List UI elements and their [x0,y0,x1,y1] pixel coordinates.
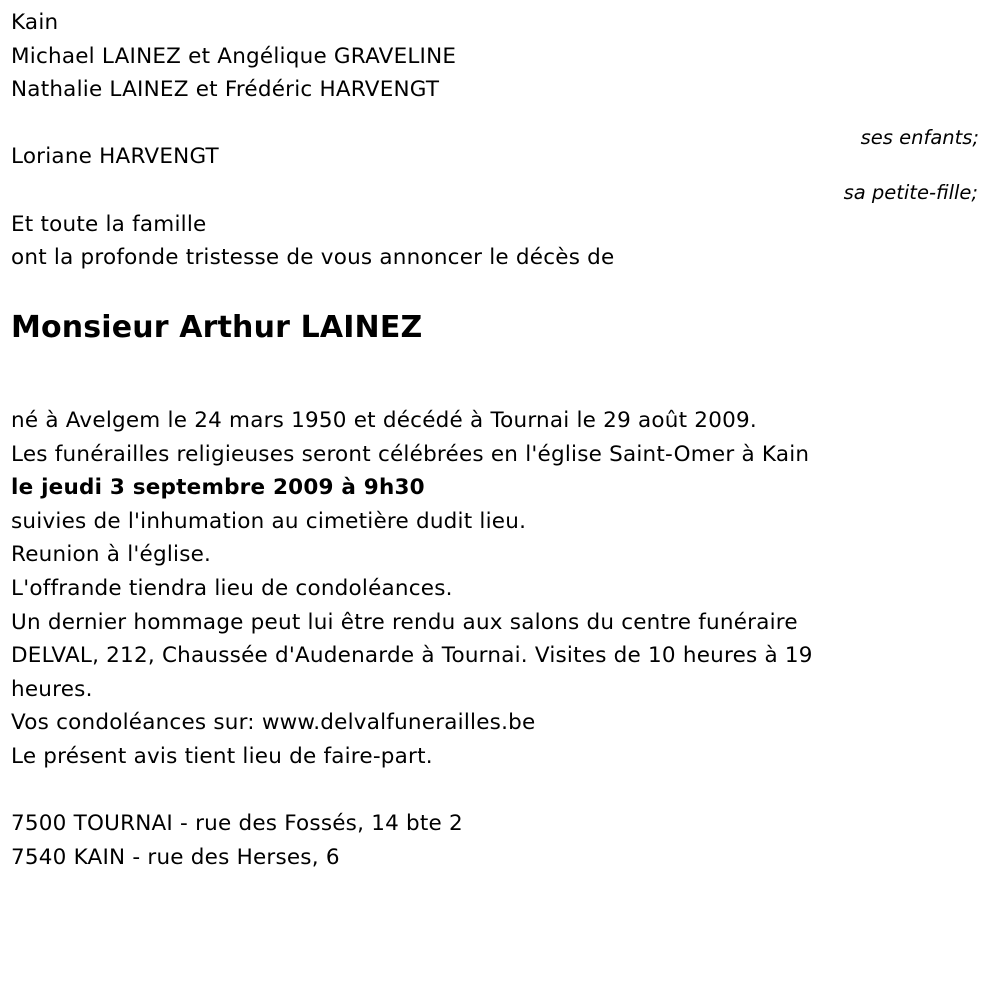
homage-line-3: heures. [11,676,93,702]
ceremony-line: Les funérailles religieuses seront célébrées en l'église Saint-Omer à Kain [11,441,810,467]
family-member-line-2: Nathalie LAINEZ et Frédéric HARVENGT [11,77,440,103]
relation-label-grandchild: sa petite-fille; [843,181,978,204]
family-member-line-3: Loriane HARVENGT [11,144,219,170]
condolences-web-line: Vos condoléances sur: www.delvalfunerailles.be [11,710,536,736]
reunion-line: Reunion à l'église. [11,542,212,568]
homage-line-2: DELVAL, 212, Chaussée d'Audenarde à Tournai. Visites de 10 heures à 19 [11,643,813,669]
address-line-2: 7540 KAIN - rue des Herses, 6 [11,844,340,870]
spacer-before-name [11,275,988,309]
spacer-before-addresses [11,773,988,807]
spacer-after-name [11,348,988,382]
deceased-name-heading: Monsieur Arthur LAINEZ [11,310,423,346]
spacer-after-name-2 [11,382,988,404]
notice-line: Le présent avis tient lieu de faire-part. [11,743,433,769]
ceremony-datetime-line: le jeudi 3 septembre 2009 à 9h30 [11,475,425,501]
birth-death-line: né à Avelgem le 24 mars 1950 et décédé à Tournai le 29 août 2009. [11,407,757,433]
family-closing-line: Et toute la famille [11,211,207,237]
offering-line: L'offrande tiendra lieu de condoléances. [11,575,453,601]
announcement-intro-line: ont la profonde tristesse de vous annoncer le décès de [11,245,615,271]
spacer-after-grandchild [11,174,988,208]
relation-label-children: ses enfants; [860,126,979,149]
family-member-line-1: Michael LAINEZ et Angélique GRAVELINE [11,43,457,69]
address-line-1: 7500 TOURNAI - rue des Fossés, 14 bte 2 [11,811,463,837]
spacer-after-children [11,107,988,141]
burial-line: suivies de l'inhumation au cimetière dudit lieu. [11,508,527,534]
homage-line-1: Un dernier hommage peut lui être rendu aux salons du centre funéraire [11,609,798,635]
locality-line: Kain [11,10,59,35]
